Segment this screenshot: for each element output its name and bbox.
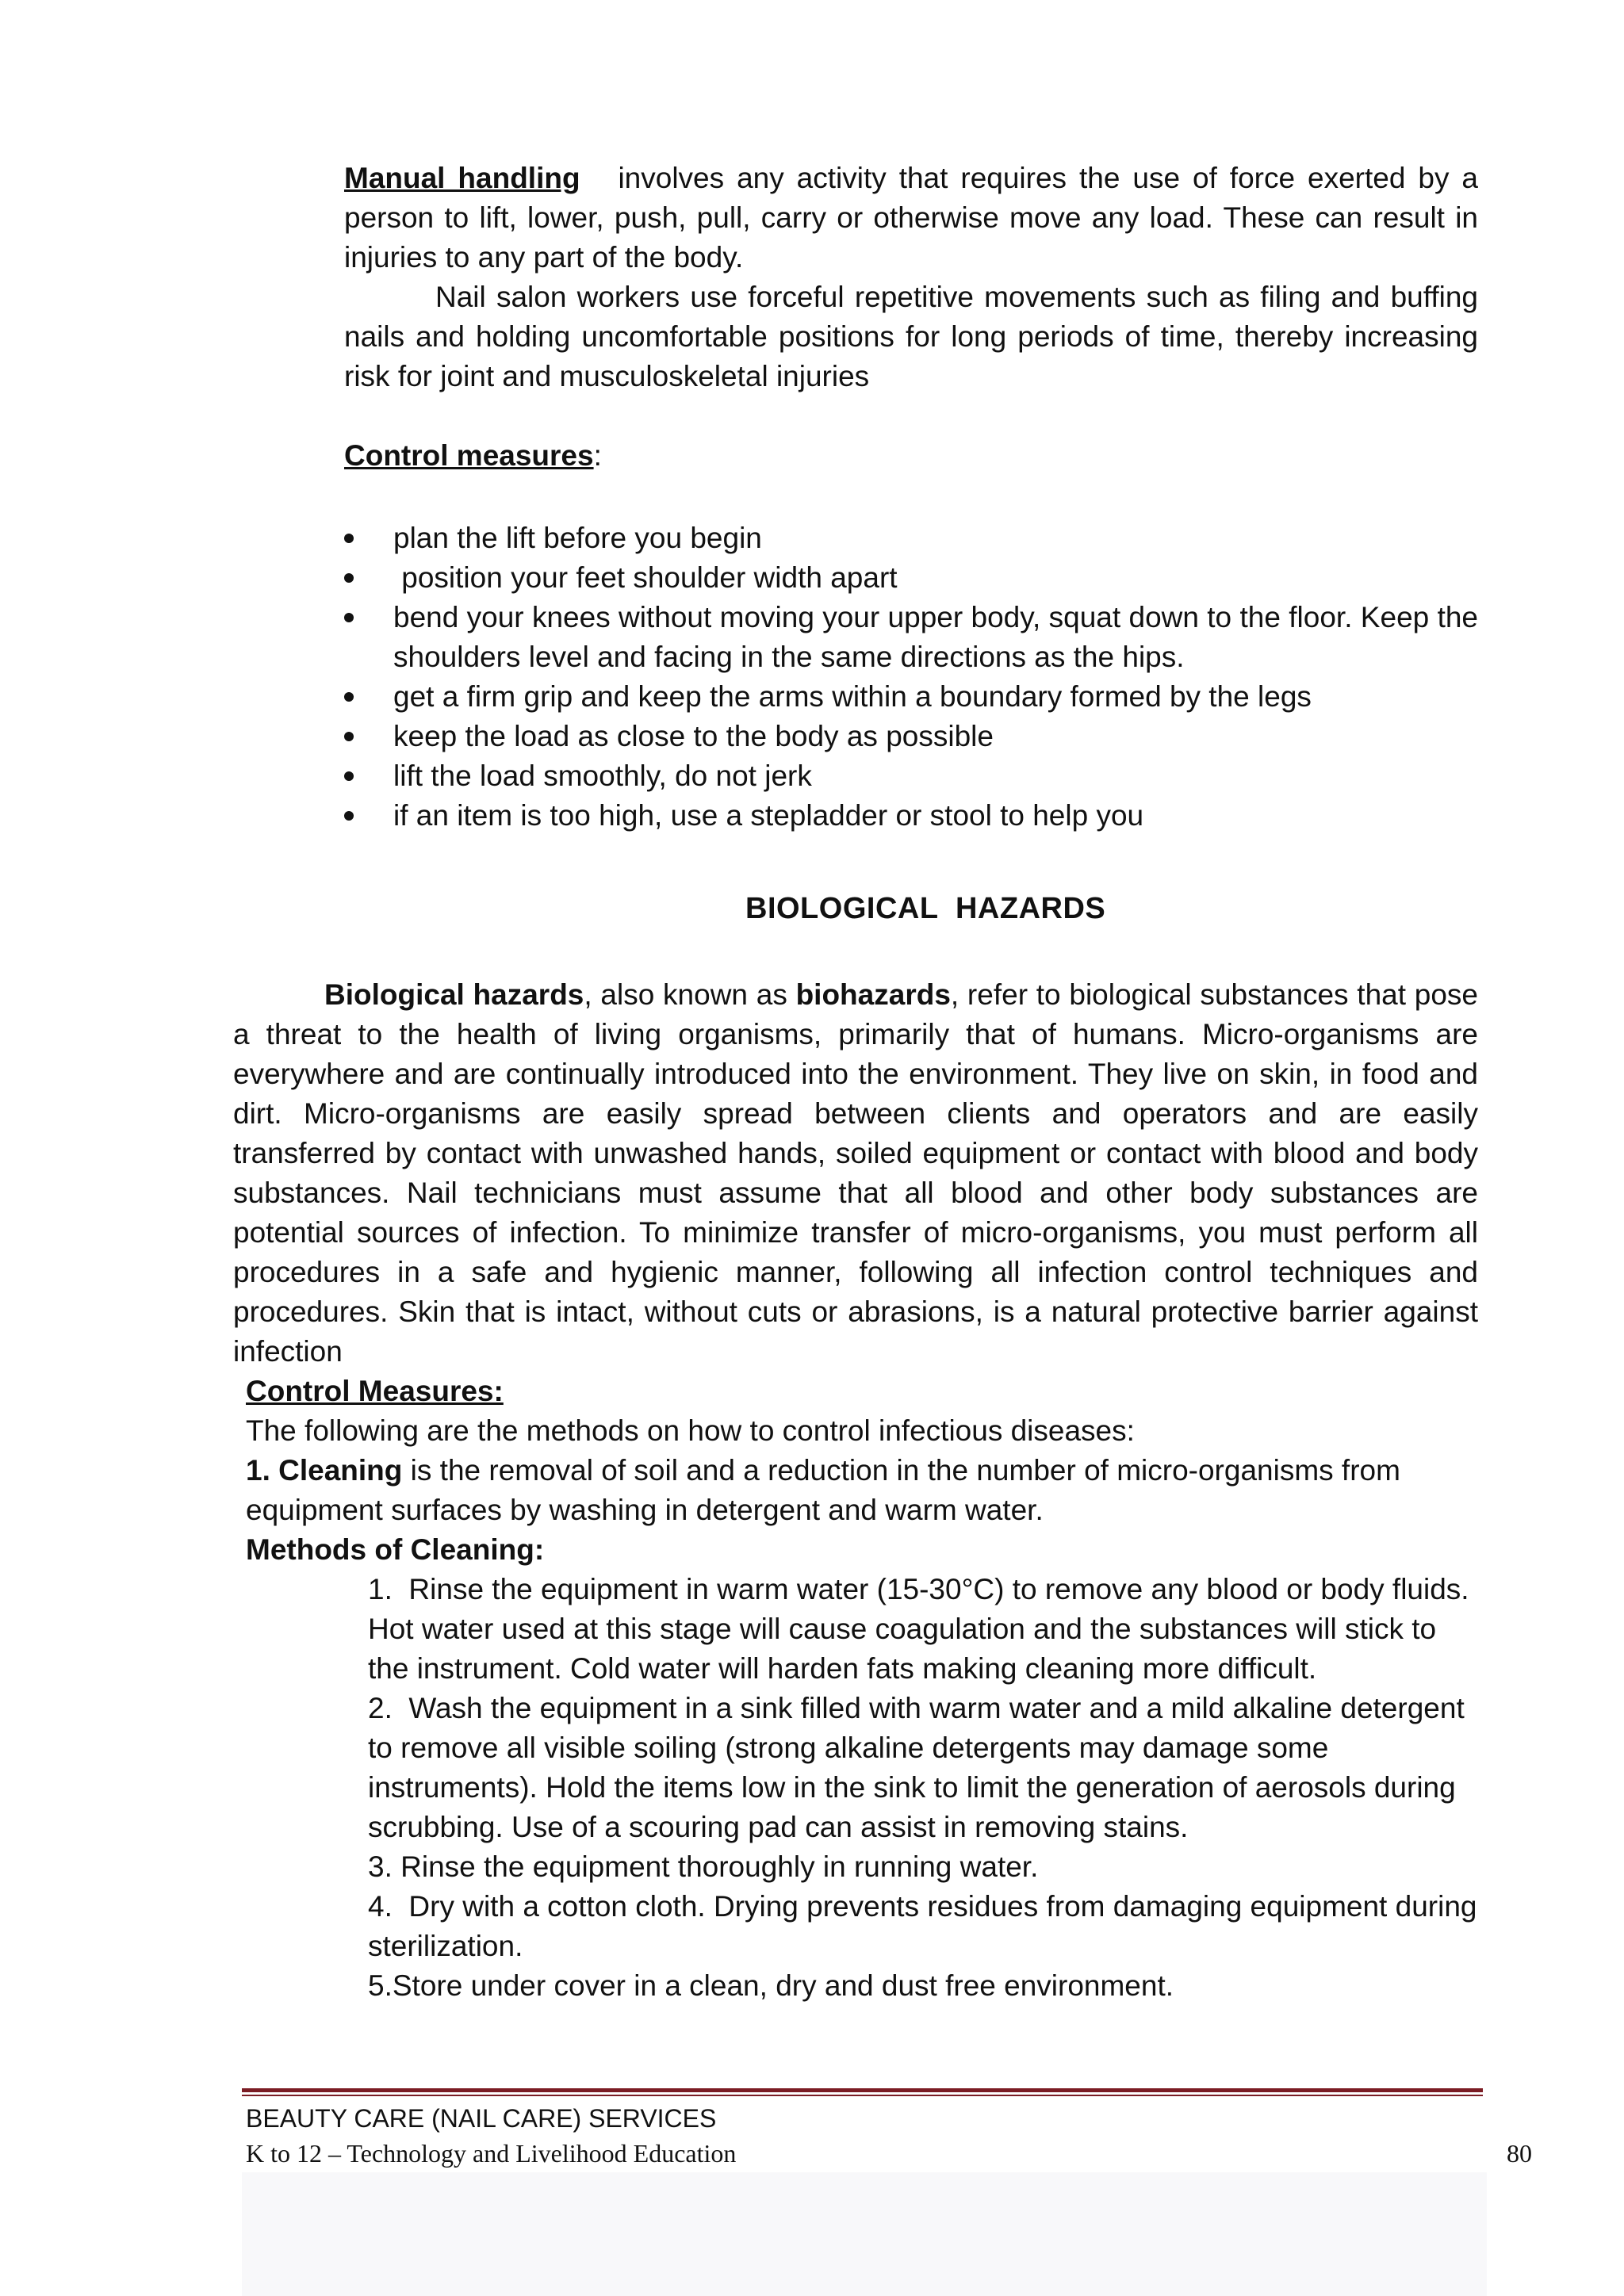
biological-hazards-term: Biological hazards [324, 978, 584, 1011]
list-item-text: plan the lift before you begin [393, 522, 762, 554]
bullet-icon [344, 811, 354, 821]
list-item [344, 677, 1478, 717]
biological-text-2: , refer to biological substances that pose a threat to the health of living organisms, primarily that of humans. Micro-organisms are everywhere and are continually introduced into the environment. They live on skin, in food and dirt. Micro-organisms are easily spread between clients and operators and are easily transferred by contact with unwashed hands, soiled equipment or contact with blood and body substances. Nail technicians must assume that all blood and other body substances are potential sources of infection. To minimize transfer of micro-organisms, you must perform all procedures in a safe and hygienic manner, following all infection control techniques and procedures. Skin that is intact, without cuts or abrasions, is a natural protective barrier against infection [233, 978, 1478, 1368]
biohazards-term: biohazards [795, 978, 951, 1011]
step-text: Dry with a cotton cloth. Drying prevents residues from damaging equipment during sterilization. [368, 1890, 1477, 1962]
list-item [344, 558, 1478, 598]
list-item-text: get a firm grip and keep the arms within a boundary formed by the legs [393, 680, 1312, 713]
step-text: Rinse the equipment in warm water (15-30°C) to remove any blood or body fluids. Hot water used at this stage will cause coagulation and the substances will stick to the instrument. Cold water will harden fats making cleaning more difficult. [368, 1573, 1469, 1685]
step-number: 2. [368, 1692, 393, 1724]
cleaning-definition [246, 1451, 1435, 1530]
step-text: Rinse the equipment thoroughly in running water. [400, 1850, 1039, 1883]
footer-subtitle: K to 12 – Technology and Livelihood Education [246, 2139, 737, 2168]
list-item [357, 1966, 1483, 2006]
cleaning-steps-list [357, 1570, 1483, 2006]
list-item-text: if an item is too high, use a stepladder or stool to help you [393, 799, 1144, 832]
manual-handling-definition-text: involves any activity that requires the use of force exerted by a person to lift, lower, push, pull, carry or otherwise move any load. These can result in injuries to any part of the body. [344, 162, 1478, 274]
control-measures-colon: : [593, 439, 602, 472]
biological-hazards-paragraph [233, 975, 1478, 1372]
manual-handling-section [344, 159, 1478, 396]
footer-shade [242, 2172, 1487, 2296]
step-text: Store under cover in a clean, dry and dust free environment. [392, 1969, 1174, 2002]
list-item-text: position your feet shoulder width apart [393, 561, 898, 594]
list-item [344, 598, 1478, 677]
footer-title: BEAUTY CARE (NAIL CARE) SERVICES [246, 2104, 717, 2133]
step-number: 1. [368, 1573, 393, 1605]
bullet-icon [344, 732, 354, 741]
list-item [357, 1847, 1483, 1887]
bullet-icon [344, 613, 354, 622]
list-item [344, 717, 1478, 756]
manual-handling-term: Manual handling [344, 162, 580, 194]
step-text: Wash the equipment in a sink filled with warm water and a mild alkaline detergent to remove all visible soiling (strong alkaline detergents may damage some instruments). Hold the items low in the sink to limit the generation of aerosols during scrubbing. Use of a scouring pad can assist in removing stains. [368, 1692, 1465, 1843]
list-item [357, 1570, 1483, 1689]
section-heading: BIOLOGICAL HAZARDS [745, 892, 1106, 925]
bullet-icon [344, 534, 354, 543]
bullet-icon [344, 573, 354, 583]
cleaning-text: is the removal of soil and a reduction in the number of micro-organisms from equipment surfaces by washing in detergent and warm water. [246, 1454, 1400, 1526]
biological-text-1: , also known as [584, 978, 796, 1011]
list-item [344, 756, 1478, 796]
list-item [357, 1689, 1483, 1847]
list-item [344, 519, 1478, 558]
cleaning-term: 1. Cleaning [246, 1454, 403, 1487]
bullet-icon [344, 692, 354, 702]
bullet-icon [344, 771, 354, 781]
list-item-text: bend your knees without moving your upper body, squat down to the floor. Keep the shoulders level and facing in the same directions as the hips. [393, 601, 1478, 673]
list-item [344, 796, 1478, 836]
step-number: 4. [368, 1890, 393, 1923]
control-measures-list [344, 519, 1478, 836]
control-measures-heading-2: Control Measures: [246, 1375, 504, 1407]
list-item [357, 1887, 1483, 1966]
page-number: 80 [1507, 2139, 1532, 2168]
list-item-text: lift the load smoothly, do not jerk [393, 760, 812, 792]
control-measures-heading [344, 436, 602, 476]
footer-rule [242, 2088, 1483, 2092]
control-intro: The following are the methods on how to control infectious diseases: [246, 1414, 1135, 1447]
methods-of-cleaning-heading: Methods of Cleaning: [246, 1533, 545, 1566]
list-item-text: keep the load as close to the body as possible [393, 720, 994, 752]
manual-handling-definition [344, 159, 1478, 277]
manual-handling-paragraph: Nail salon workers use forceful repetitive movements such as filing and buffing nails and holding uncomfortable positions for long periods of time, thereby increasing risk for joint and musculoskeletal injuries [344, 281, 1478, 392]
step-number: 5. [368, 1969, 393, 2002]
footer-rule-thin [242, 2095, 1483, 2096]
control-measures-label: Control measures [344, 439, 594, 472]
step-number: 3. [368, 1850, 393, 1883]
